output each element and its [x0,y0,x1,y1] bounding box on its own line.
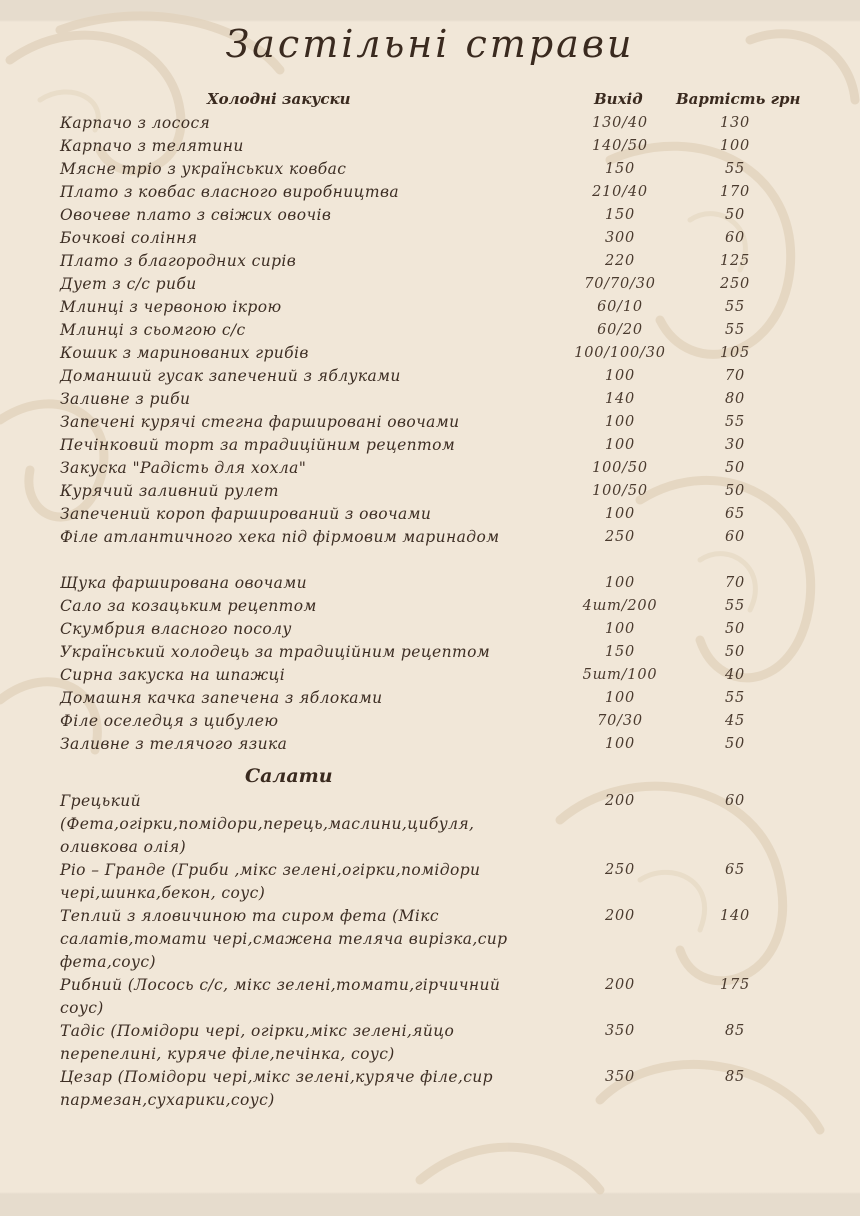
dish-price: 50 [724,736,746,752]
dish-price: 100 [719,138,751,154]
dish-name: Заливне з риби [60,390,191,408]
dish-name: Бочкові соління [60,229,198,247]
dish-yield: 100 [604,368,636,384]
dish-yield: 200 [604,793,636,809]
dish-price: 55 [724,598,746,614]
dish-yield: 100 [604,621,636,637]
dish-name: Млинці з червоною ікрою [60,298,282,316]
dish-price: 55 [724,414,746,430]
dish-yield: 100 [604,575,636,591]
dish-price: 50 [724,460,746,476]
dish-price: 45 [724,713,746,729]
dish-yield: 140 [604,391,636,407]
column-header-price: Вартість грн [676,90,801,108]
dish-name: Ріо – Гранде (Гриби ,мікс зелені,огірки,помідори чері,шинка,бекон, соус) [60,861,481,902]
dish-price: 65 [724,862,746,878]
dish-name: Цезар (Помідори чері,мікс зелені,куряче філе,сир пармезан,сухарики,соус) [60,1068,493,1109]
dish-price: 70 [724,368,746,384]
dish-yield: 100 [604,506,636,522]
dish-name: Курячий заливний рулет [60,482,279,500]
dish-price: 170 [719,184,751,200]
dish-price: 60 [724,529,746,545]
dish-yield: 100/50 [592,460,648,476]
dish-yield: 150 [604,207,636,223]
dish-yield: 300 [604,230,636,246]
dish-yield: 140/50 [592,138,648,154]
column-header-name: Холодні закуски [207,90,351,108]
dish-name: Щука фарширована овочами [60,574,307,592]
dish-yield: 100 [604,414,636,430]
dish-name: Дует з с/с риби [60,275,197,293]
dish-yield: 100 [604,736,636,752]
dish-name: Заливне з телячого язика [60,735,288,753]
dish-name: Плато з благородних сирів [60,252,297,270]
dish-price: 55 [724,161,746,177]
dish-name: Доманший гусак запечений з яблуками [60,367,401,385]
dish-price: 60 [724,793,746,809]
dish-yield: 220 [604,253,636,269]
dish-yield: 100 [604,690,636,706]
dish-yield: 210/40 [592,184,648,200]
dish-yield: 250 [604,529,636,545]
dish-price: 70 [724,575,746,591]
dish-name: Печінковий торт за традиційним рецептом [60,436,456,454]
dish-yield: 60/10 [597,299,643,315]
dish-yield: 70/70/30 [584,276,656,292]
dish-yield: 130/40 [592,115,648,131]
dish-price: 140 [719,908,751,924]
dish-name: Запечені курячі стегна фаршировані овочами [60,413,460,431]
dish-price: 50 [724,483,746,499]
dish-name: Овочеве плато з свіжих овочів [60,206,332,224]
dish-yield: 350 [604,1069,636,1085]
dish-price: 85 [724,1023,746,1039]
dish-yield: 70/30 [597,713,643,729]
dish-name: Плато з ковбас власного виробництва [60,183,400,201]
dish-name: Запечений короп фарширований з овочами [60,505,432,523]
column-header-yield: Вихід [594,90,643,108]
dish-yield: 200 [604,908,636,924]
dish-name: Млинці з сьомгою с/с [60,321,246,339]
dish-yield: 150 [604,161,636,177]
dish-price: 65 [724,506,746,522]
dish-price: 50 [724,644,746,660]
dish-name: Тадіс (Помідори чері, огірки,мікс зелені,яйцо перепелині, куряче філе,печінка, соус) [60,1022,455,1063]
dish-name: Теплий з яловичиною та сиром фета (Мікс салатів,томати чері,смажена теляча вирізка,сир фета,соус) [60,907,508,971]
dish-yield: 5шт/100 [582,667,658,683]
dish-price: 105 [719,345,751,361]
page-title: Застільні страви [225,22,635,66]
dish-yield: 100/100/30 [574,345,666,361]
dish-yield: 250 [604,862,636,878]
dish-yield: 200 [604,977,636,993]
dish-price: 55 [724,299,746,315]
dish-name: Сало за козацьким рецептом [60,597,317,615]
dish-yield: 60/20 [597,322,643,338]
dish-yield: 150 [604,644,636,660]
dish-price: 80 [724,391,746,407]
dish-yield: 350 [604,1023,636,1039]
dish-price: 50 [724,621,746,637]
dish-price: 130 [719,115,751,131]
dish-price: 250 [719,276,751,292]
dish-name: Рибний (Лосось с/с, мікс зелені,томати,гірчичний соус) [60,976,501,1017]
dish-name: Скумбрия власного посолу [60,620,292,638]
dish-name: Домашня качка запечена з яблоками [60,689,383,707]
dish-price: 60 [724,230,746,246]
dish-name: Карпачо з телятини [60,137,244,155]
dish-name: Мясне тріо з українських ковбас [60,160,347,178]
dish-price: 50 [724,207,746,223]
dish-name: Філе атлантичного хека під фірмовим маринадом [60,528,500,546]
dish-price: 85 [724,1069,746,1085]
dish-price: 55 [724,690,746,706]
dish-yield: 100 [604,437,636,453]
dish-name: Філе оселедця з цибулею [60,712,279,730]
dish-price: 55 [724,322,746,338]
salads-section-title: Салати [245,765,333,787]
dish-price: 30 [724,437,746,453]
dish-yield: 4шт/200 [582,598,658,614]
dish-name: Український холодець за традиційним рецептом [60,643,491,661]
dish-yield: 100/50 [592,483,648,499]
dish-name: Сирна закуска на шпажці [60,666,286,684]
dish-name: Кошик з маринованих грибів [60,344,309,362]
dish-name: Закуска "Радість для хохла" [60,459,307,477]
dish-name: Карпачо з лосося [60,114,211,132]
dish-price: 40 [724,667,746,683]
dish-name: Грецький (Фета,огірки,помідори,перець,маслини,цибуля, оливкова олія) [60,792,475,856]
dish-price: 175 [719,977,751,993]
dish-price: 125 [719,253,751,269]
